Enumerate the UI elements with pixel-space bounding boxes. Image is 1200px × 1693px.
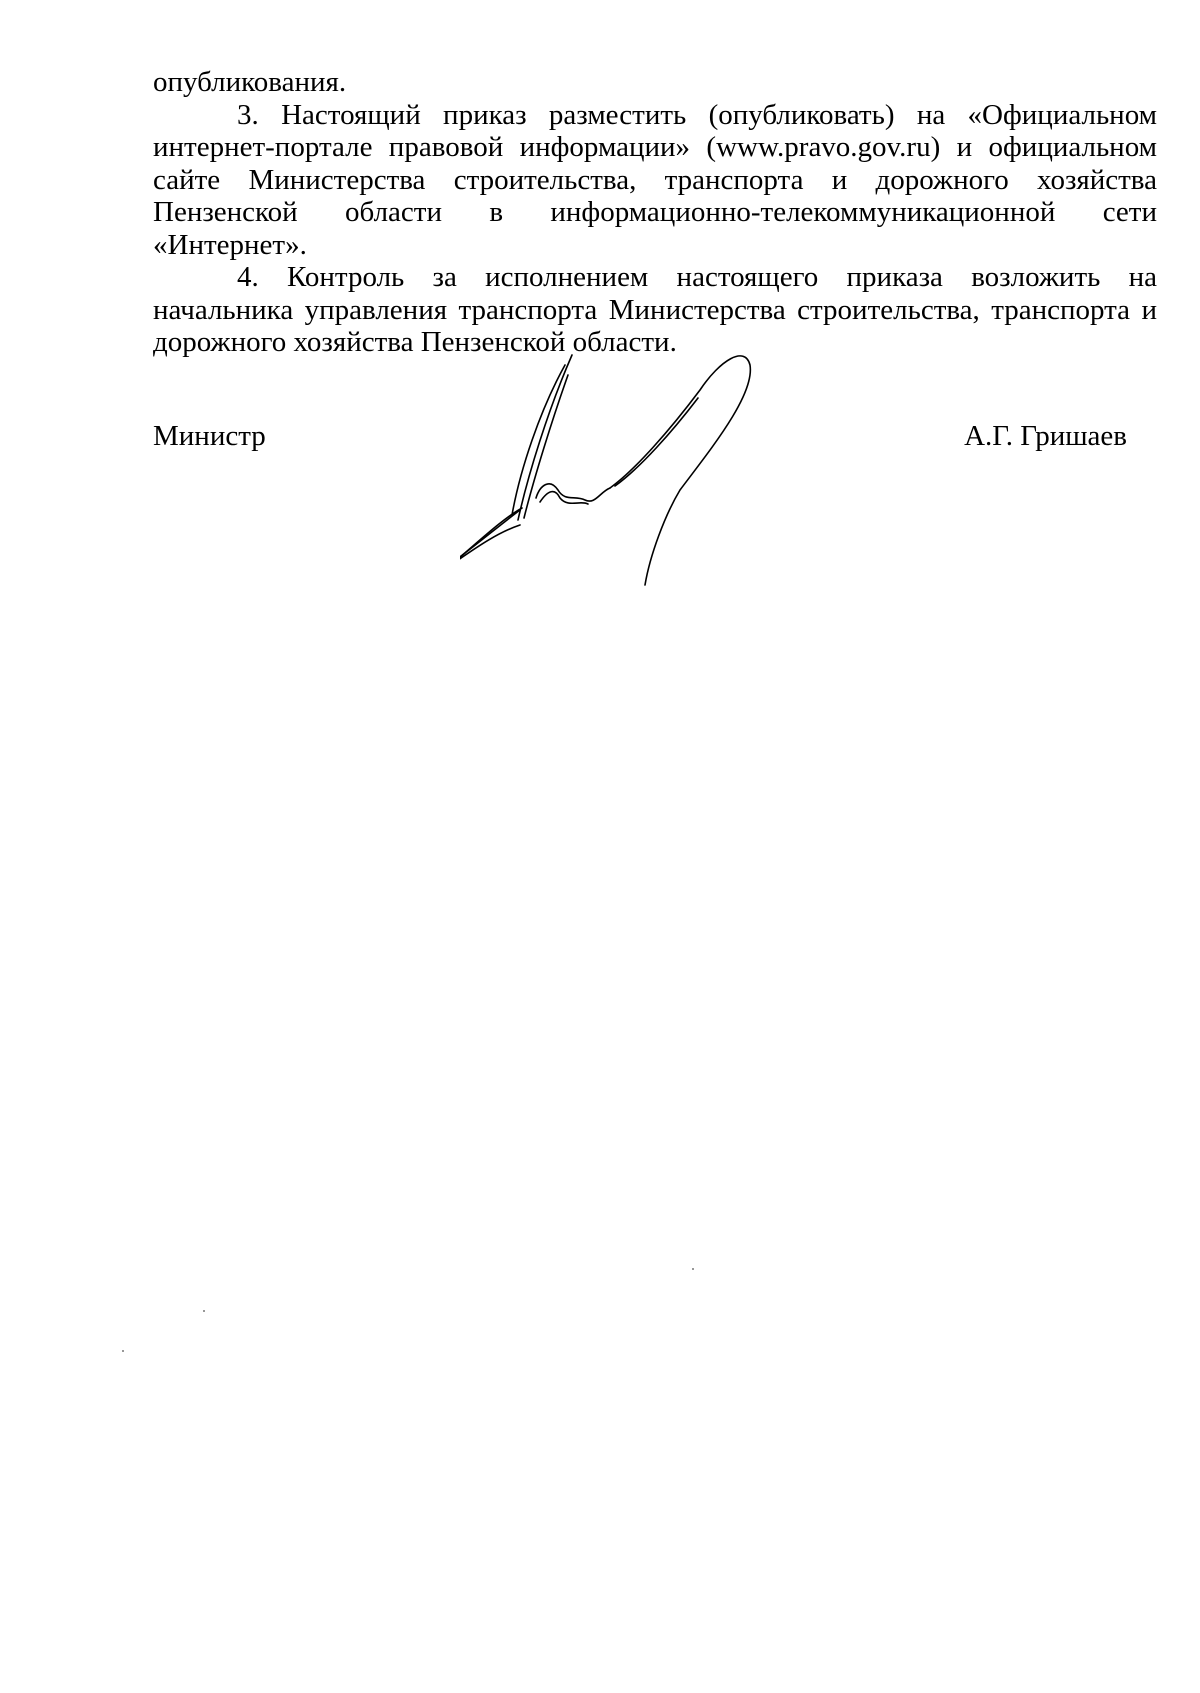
scan-speck — [122, 1350, 124, 1352]
signature-stroke — [460, 510, 520, 572]
signature-stroke — [536, 484, 610, 501]
signature-stroke — [460, 508, 522, 572]
paragraph-continuation: опубликования. — [153, 66, 347, 98]
signatory-name: А.Г. Гришаев — [964, 420, 1127, 452]
signatory-title: Министр — [153, 420, 266, 452]
scan-speck — [692, 1268, 694, 1270]
paragraph-item-4: 4. Контроль за исполнением настоящего приказа возложить на начальника управления транспорта Министерства строительства, транспорта и дорожного хозяйства Пензенской области. — [153, 261, 1157, 358]
paragraph-item-3: 3. Настоящий приказ разместить (опубликовать) на «Официальном интернет-портале правовой информации» (www.pravo.gov.ru) и официальном сайте Министерства строительства, транспорта и дорожного хозяйства Пензенской области в информационно-телекоммуникационной сети «Интернет». — [153, 98, 1157, 261]
document-body — [153, 66, 1157, 359]
scan-speck — [203, 1310, 205, 1312]
handwritten-signature — [460, 350, 840, 590]
signature-stroke — [610, 356, 750, 585]
